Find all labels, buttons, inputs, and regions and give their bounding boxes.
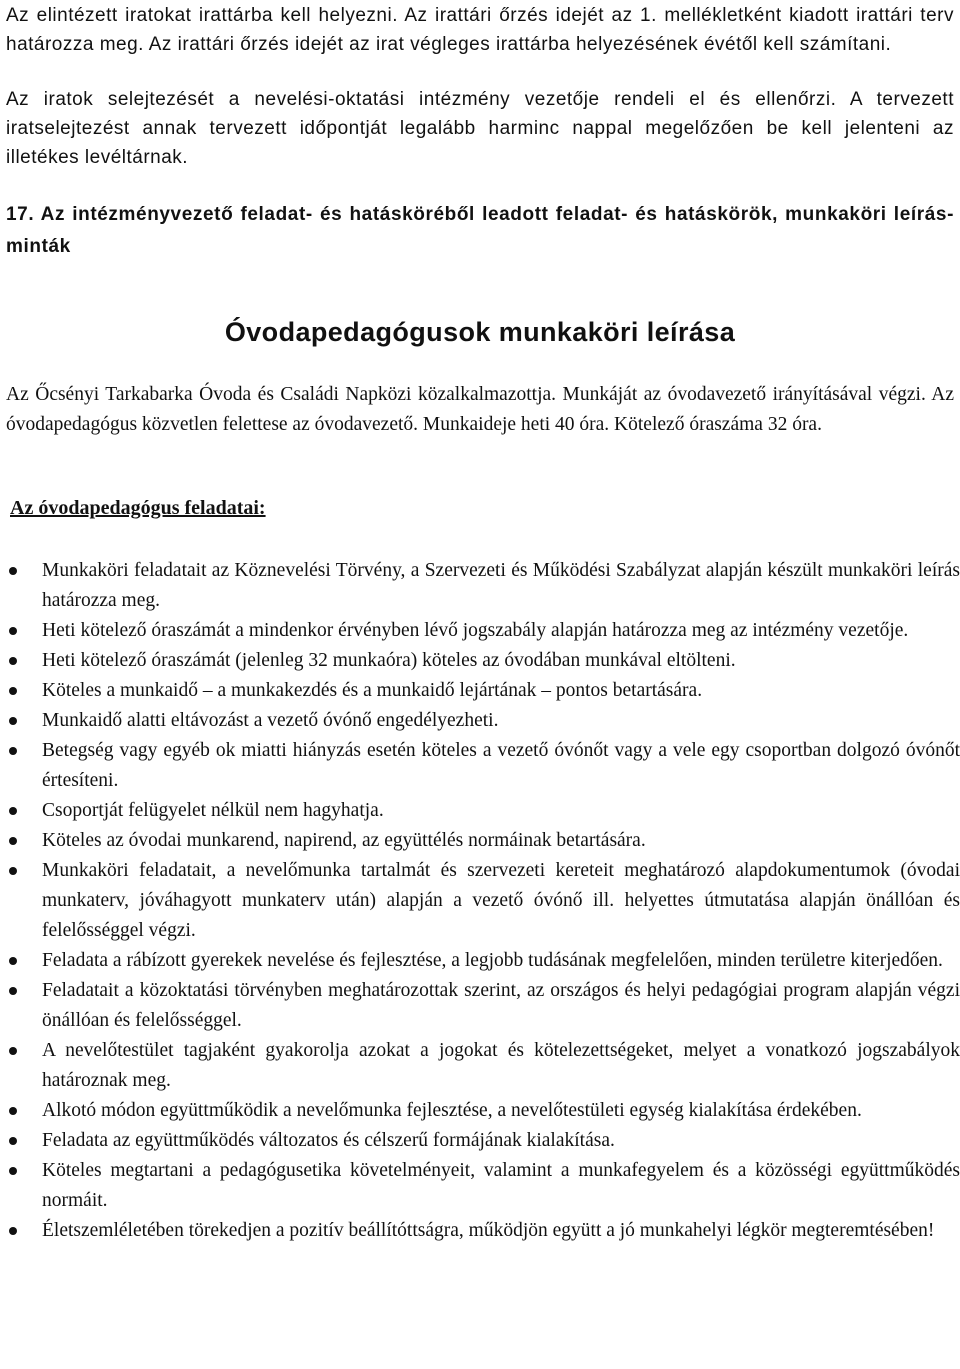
- bullet-icon: [9, 657, 17, 665]
- task-text: Csoportját felügyelet nélkül nem hagyhatja.: [42, 800, 384, 821]
- task-text: Feladata az együttműködés változatos és célszerű formájának kialakítása.: [42, 1130, 615, 1151]
- task-text: Feladata a rábízott gyerekek nevelése és fejlesztése, a legjobb tudásának megfelelően, minden területre kiterjedően.: [42, 950, 943, 971]
- task-list-item: [0, 1036, 960, 1096]
- bullet-icon: [9, 837, 17, 845]
- task-text: Munkaidő alatti eltávozást a vezető óvónő engedélyezheti.: [42, 710, 499, 731]
- task-list-item: [0, 976, 960, 1036]
- section-heading: 17. Az intézményvezető feladat- és hatásköréből leadott feladat- és hatáskörök, munkaköri leírás-minták: [6, 204, 954, 257]
- tasks-list: [0, 556, 960, 1246]
- bullet-icon: [9, 1137, 17, 1145]
- task-text: Munkaköri feladatait, a nevelőmunka tartalmát és szervezeti kereteit meghatározó alapdokumentumok (óvodai munkaterv, jóváhagyott munkaterv után) alapján a vezető óvónő ill. helyettes útmutatása alapján önállóan és felelősséggel végzi.: [42, 860, 960, 941]
- task-text: Heti kötelező óraszámát a mindenkor érvényben lévő jogszabály alapján határozza meg az intézmény vezetője.: [42, 620, 909, 641]
- archive-paragraph: Az elintézett iratokat irattárba kell helyezni. Az irattári őrzés idejét az 1. mellékletként kiadott irattári terv határozza meg. Az irattári őrzés idejét az irat végleges irattárba helyezésének évétől kell számítani.: [6, 5, 954, 55]
- document-title: Óvodapedagógusok munkaköri leírása: [224, 317, 736, 347]
- task-list-item: [0, 946, 960, 976]
- bullet-icon: [9, 1107, 17, 1115]
- task-list-item: [0, 856, 960, 946]
- bullet-icon: [9, 567, 17, 575]
- bullet-icon: [9, 747, 17, 755]
- task-text: A nevelőtestület tagjaként gyakorolja azokat a jogokat és kötelezettségeket, melyet a vonatkozó jogszabályok határoznak meg.: [42, 1040, 960, 1091]
- task-list-item: [0, 676, 960, 706]
- task-text: Köteles a munkaidő – a munkakezdés és a munkaidő lejártának – pontos betartására.: [42, 680, 703, 701]
- task-text: Köteles az óvodai munkarend, napirend, az együttélés normáinak betartására.: [42, 830, 646, 851]
- task-list-item: [0, 1216, 960, 1246]
- task-list-item: [0, 616, 960, 646]
- job-intro-paragraph: Az Őcsényi Tarkabarka Óvoda és Családi Napközi közalkalmazottja. Munkáját az óvodavezető irányításával végzi. Az óvodapedagógus közvetlen felettese az óvodavezető. Munkaideje heti 40 óra. Kötelező óraszáma 32 óra.: [6, 384, 954, 435]
- task-text: Alkotó módon együttműködik a nevelőmunka fejlesztése, a nevelőtestületi egység kialakítása érdekében.: [42, 1100, 862, 1121]
- task-text: Feladatait a közoktatási törvényben meghatározottak szerint, az országos és helyi pedagógiai program alapján végzi önállóan és felelősséggel.: [42, 980, 960, 1031]
- bullet-icon: [9, 987, 17, 995]
- task-list-item: [0, 646, 960, 676]
- task-text: Köteles megtartani a pedagógusetika követelményeit, valamint a munkafegyelem és a közösségi együttműködés normáit.: [42, 1160, 960, 1211]
- task-list-item: [0, 1126, 960, 1156]
- bullet-icon: [9, 717, 17, 725]
- bullet-icon: [9, 627, 17, 635]
- bullet-icon: [9, 1167, 17, 1175]
- task-list-item: [0, 826, 960, 856]
- bullet-icon: [9, 687, 17, 695]
- bullet-icon: [9, 957, 17, 965]
- task-list-item: [0, 736, 960, 796]
- task-text: Betegség vagy egyéb ok miatti hiányzás esetén köteles a vezető óvónőt vagy a vele egy csoportban dolgozó óvónőt értesíteni.: [42, 740, 960, 791]
- task-list-item: [0, 1156, 960, 1216]
- task-list-item: [0, 556, 960, 616]
- selejtezes-paragraph: Az iratok selejtezését a nevelési-oktatási intézmény vezetője rendeli el és ellenőrzi. A tervezett iratselejtezést annak tervezett időpontját legalább harminc nappal megelőzően be kell jelenteni az illetékes levéltárnak.: [6, 89, 954, 168]
- task-text: Heti kötelező óraszámát (jelenleg 32 munkaóra) köteles az óvodában munkával eltölteni.: [42, 650, 736, 671]
- task-text: Életszemléletében törekedjen a pozitív beállítóttságra, működjön együtt a jó munkahelyi légkör megteremtésében!: [42, 1220, 935, 1241]
- tasks-heading: Az óvodapedagógus feladatai:: [10, 497, 266, 519]
- bullet-icon: [9, 1227, 17, 1235]
- task-text: Munkaköri feladatait az Köznevelési Törvény, a Szervezeti és Működési Szabályzat alapján készült munkaköri leírás határozza meg.: [42, 560, 960, 611]
- task-list-item: [0, 706, 960, 736]
- task-list-item: [0, 796, 960, 826]
- bullet-icon: [9, 1047, 17, 1055]
- bullet-icon: [9, 807, 17, 815]
- task-list-item: [0, 1096, 960, 1126]
- bullet-icon: [9, 867, 17, 875]
